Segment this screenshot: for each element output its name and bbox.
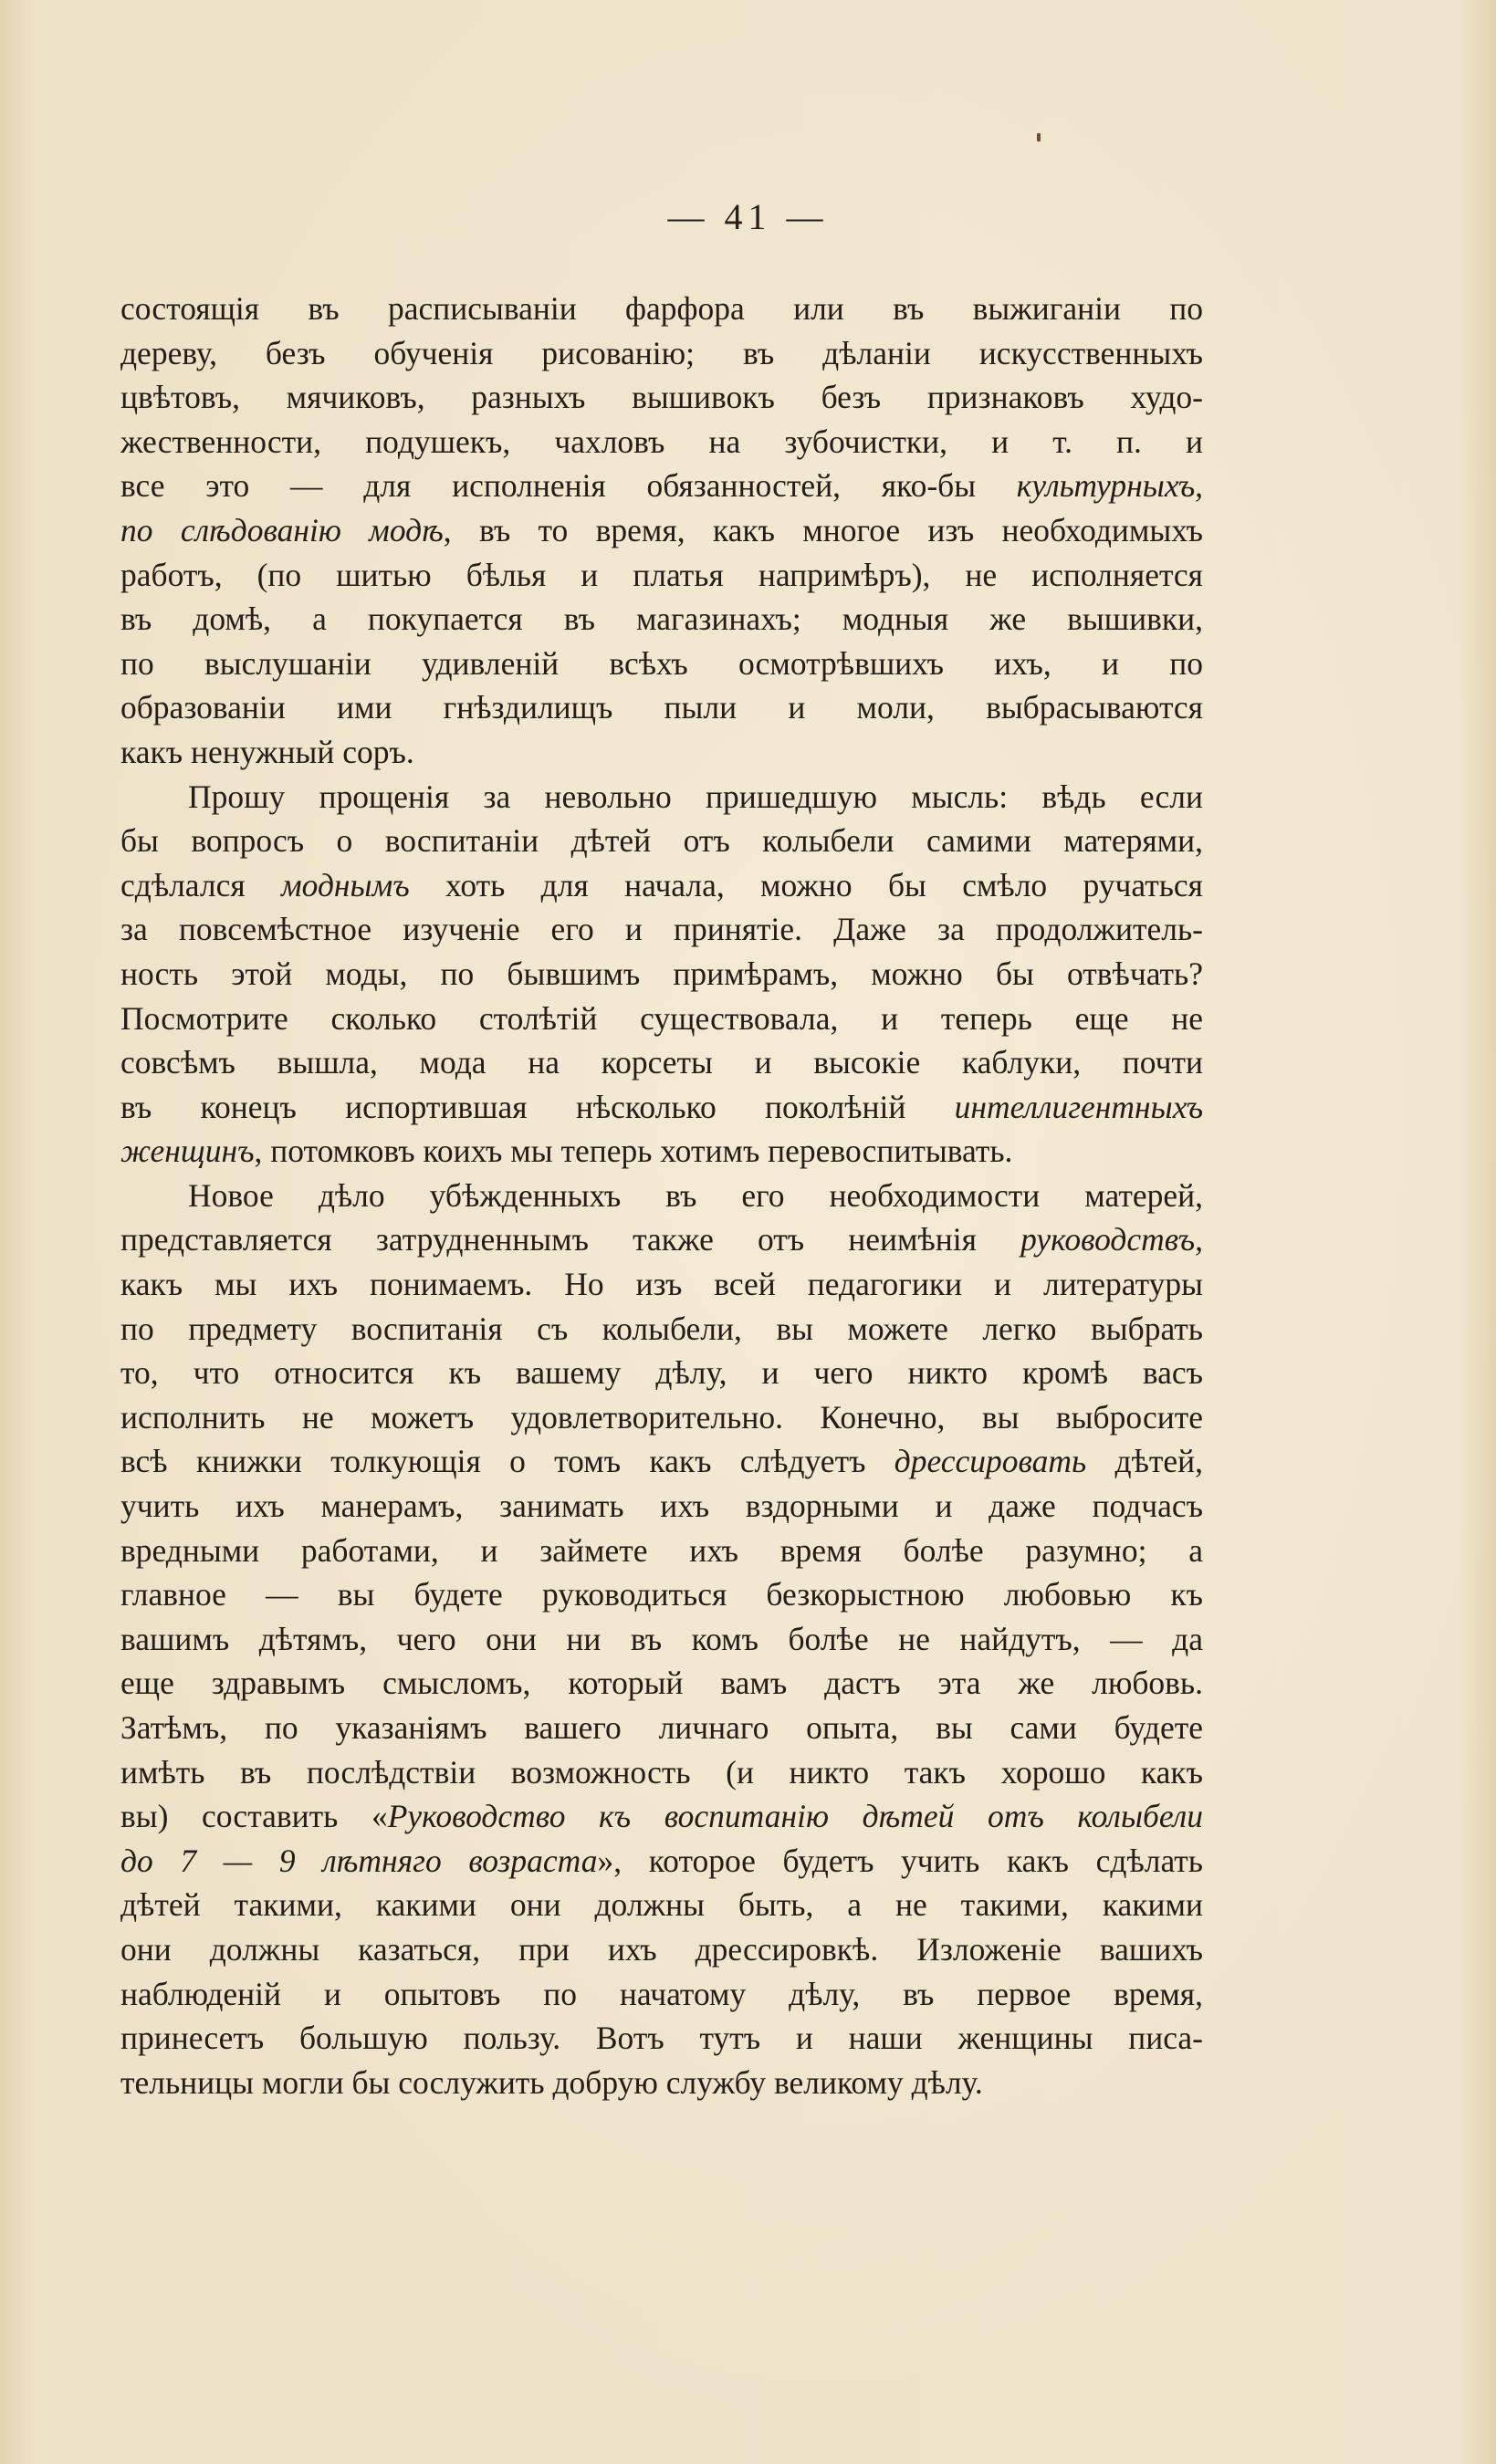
text-run: вы) составить « [120, 1798, 388, 1835]
italic-emphasis: Руководство къ воспитанію дѣтей отъ колыбели [387, 1798, 1203, 1835]
italic-emphasis: культурныхъ, [1016, 467, 1203, 505]
text-run: сдѣлался [120, 866, 282, 903]
text-run: образованіи ими гнѣздилищъ пыли и моли, выбрасываются [120, 689, 1203, 726]
text-run: работъ, (по шитью бѣлья и платья напримѣръ), не исполняется [120, 556, 1203, 593]
text-line [120, 331, 1203, 376]
text-line [120, 997, 1203, 1041]
text-run: представляется затрудненнымъ также отъ неимѣнія [120, 1221, 1021, 1258]
text-line [120, 1484, 1203, 1529]
italic-emphasis: руководствъ, [1020, 1221, 1203, 1258]
text-line [120, 1262, 1203, 1307]
text-run: », которое будетъ учить какъ сдѣлать [597, 1842, 1203, 1879]
italic-emphasis: интеллигентныхъ [954, 1088, 1203, 1125]
text-run: вредными работами, и займете ихъ время болѣе разумно; а [120, 1531, 1203, 1569]
italic-emphasis: моднымъ [281, 866, 410, 903]
text-line [120, 730, 1203, 775]
text-line [120, 1217, 1203, 1262]
text-run: по выслушаніи удивленій всѣхъ осмотрѣвшихъ ихъ, и по [120, 644, 1203, 682]
text-run: главное — вы будете руководиться безкорыстною любовью къ [120, 1576, 1203, 1613]
text-line [120, 1750, 1203, 1795]
text-line [120, 287, 1203, 331]
page-number: — 41 — [667, 196, 829, 237]
text-run: дереву, безъ обученія рисованію; въ дѣланіи искусственныхъ [120, 334, 1203, 371]
text-line [120, 508, 1203, 553]
text-run: по предмету воспитанія съ колыбели, вы можете легко выбрать [120, 1310, 1203, 1347]
text-line [120, 1085, 1203, 1130]
text-line [120, 420, 1203, 465]
italic-emphasis: по слѣдованію модѣ [120, 511, 444, 548]
text-run: Прошу прощенія за невольно пришедшую мысль: вѣдь если [188, 778, 1203, 815]
text-run: наблюденій и опытовъ по начатому дѣлу, въ первое время, [120, 1975, 1203, 2012]
text-line [120, 1927, 1203, 1972]
text-run: , въ то время, какъ многое изъ необходимыхъ [443, 511, 1203, 548]
italic-emphasis: до 7 — 9 лѣтняго возраста [120, 1842, 598, 1879]
text-line [120, 1794, 1203, 1839]
text-run: Новое дѣло убѣжденныхъ въ его необходимости матерей, [188, 1176, 1203, 1214]
text-run: тельницы могли бы сослужить добрую службу великому дѣлу. [120, 2063, 983, 2101]
text-run: цвѣтовъ, мячиковъ, разныхъ вышивокъ безъ признаковъ худо- [120, 379, 1203, 416]
text-run: жественности, подушекъ, чахловъ на зубочистки, и т. п. и [120, 423, 1203, 460]
text-run: хоть для начала, можно бы смѣло ручаться [409, 866, 1203, 903]
text-run: еще здравымъ смысломъ, который вамъ дастъ эта же любовь. [120, 1665, 1203, 1702]
text-line [120, 642, 1203, 686]
text-run: дѣтей, [1086, 1443, 1203, 1480]
text-line [120, 1883, 1203, 1927]
text-run: вашимъ дѣтямъ, чего они ни въ комъ болѣе не найдутъ, — да [120, 1620, 1203, 1657]
italic-emphasis: дрессировать [894, 1443, 1087, 1480]
text-run: учить ихъ манерамъ, занимать ихъ вздорными и даже подчасъ [120, 1488, 1203, 1525]
body-text [120, 287, 1203, 2104]
text-line [120, 1307, 1203, 1352]
text-line [120, 1529, 1203, 1573]
text-run: , потомковъ коихъ мы теперь хотимъ перевоспитывать. [254, 1133, 1013, 1170]
text-run: бы вопросъ о воспитаніи дѣтей отъ колыбели самими матерями, [120, 822, 1203, 860]
text-run: исполнить не можетъ удовлетворительно. Конечно, вы выбросите [120, 1398, 1203, 1436]
text-run: все это — для исполненія обязанностей, яко-бы [120, 467, 1017, 505]
text-line [120, 685, 1203, 730]
text-run: принесетъ большую пользу. Вотъ тутъ и наши женщины писа- [120, 2020, 1203, 2057]
text-line [120, 1839, 1203, 1884]
text-line [120, 819, 1203, 863]
ink-speck [1037, 133, 1041, 141]
text-line [120, 597, 1203, 642]
text-run: какъ мы ихъ понимаемъ. Но изъ всей педагогики и литературы [120, 1266, 1203, 1303]
text-run: какъ ненужный соръ. [120, 733, 414, 770]
text-line [120, 1572, 1203, 1617]
text-run: ность этой моды, по бывшимъ примѣрамъ, можно бы отвѣчать? [120, 955, 1203, 992]
text-line [120, 2016, 1203, 2061]
text-line [120, 1972, 1203, 2017]
text-run: дѣтей такими, какими они должны быть, а не такими, какими [120, 1886, 1203, 1924]
text-line [120, 1617, 1203, 1662]
italic-emphasis: женщинъ [120, 1133, 255, 1170]
text-line [120, 375, 1203, 420]
text-line [120, 1129, 1203, 1174]
text-run: въ конецъ испортившая нѣсколько поколѣній [120, 1088, 955, 1125]
text-line [120, 1351, 1203, 1395]
text-line [120, 907, 1203, 952]
text-run: то, что относится къ вашему дѣлу, и чего никто кромѣ васъ [120, 1354, 1203, 1392]
text-run: въ домѣ, а покупается въ магазинахъ; модныя же вышивки, [120, 600, 1203, 638]
text-line [120, 1439, 1203, 1484]
text-run: за повсемѣстное изученіе его и принятіе. Даже за продолжитель- [120, 911, 1203, 948]
text-run: совсѣмъ вышла, мода на корсеты и высокіе каблуки, почти [120, 1044, 1203, 1081]
text-line [120, 1395, 1203, 1440]
text-line [120, 1040, 1203, 1085]
text-line [120, 1661, 1203, 1706]
text-line [120, 952, 1203, 997]
text-run: они должны казаться, при ихъ дрессировкѣ. Изложеніе вашихъ [120, 1930, 1203, 1968]
text-run: имѣть въ послѣдствіи возможность (и никто такъ хорошо какъ [120, 1753, 1203, 1791]
text-line [120, 464, 1203, 508]
text-run: Посмотрите сколько столѣтій существовала, и теперь еще не [120, 999, 1203, 1037]
paragraph-first-line [120, 775, 1203, 820]
text-line [120, 553, 1203, 598]
text-line [120, 2061, 1203, 2105]
text-line [120, 863, 1203, 908]
text-line [120, 1706, 1203, 1750]
text-run: состоящія въ расписываніи фарфора или въ выжиганіи по [120, 290, 1203, 327]
paragraph-first-line [120, 1174, 1203, 1218]
text-run: Затѣмъ, по указаніямъ вашего личнаго опыта, вы сами будете [120, 1709, 1203, 1746]
text-run: всѣ книжки толкующія о томъ какъ слѣдуетъ [120, 1443, 894, 1480]
